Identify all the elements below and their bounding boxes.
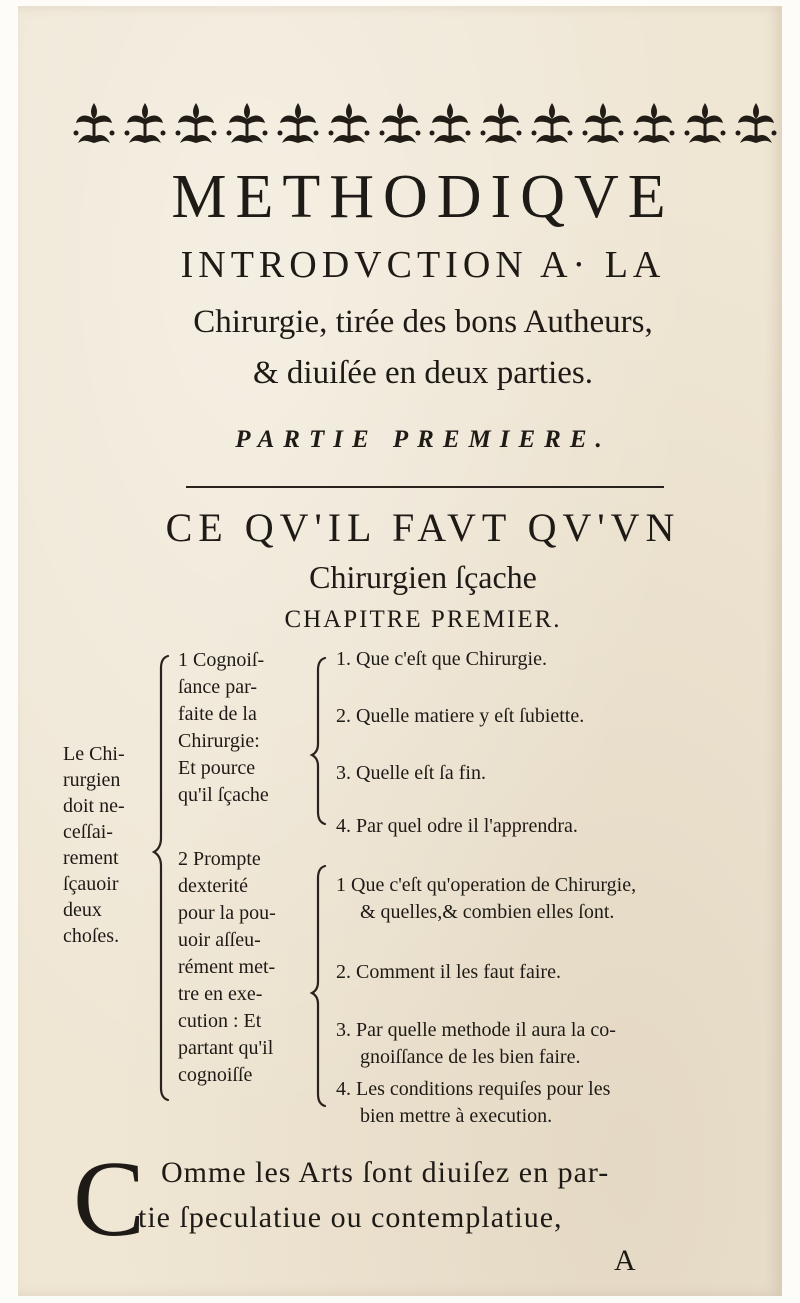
branch-1-item: 3. Quelle eſt ſa fin. (336, 762, 486, 784)
side-label-line: deux (63, 899, 102, 921)
signature-mark: A (614, 1244, 636, 1277)
title-line-4: & diuiſée en deux parties. (253, 355, 593, 391)
side-label (63, 741, 153, 949)
branch-2-line: tre en exe- (178, 983, 263, 1005)
part-heading: PARTIE PREMIERE. (235, 426, 611, 453)
branch-1-item: 2. Quelle matiere y eſt ſubiette. (336, 705, 585, 727)
branch-2-line: rément met- (178, 956, 276, 978)
side-label-line: ceſſai- (63, 821, 113, 843)
branch-2-item-line: 3. Par quelle methode il aura la co- (336, 1019, 616, 1041)
branch-2-line: cognoiſſe (178, 1064, 253, 1086)
side-label-line: doit ne- (63, 795, 125, 817)
side-label-line: Le Chi- (63, 743, 125, 765)
branch-1-line: Chirurgie: (178, 730, 260, 752)
branch-2-item (336, 959, 561, 986)
branch-1-line: 1 Cognoiſ- (178, 649, 265, 671)
branch-2-item (336, 1076, 610, 1130)
book-page (18, 6, 782, 1296)
branch-2-line: dexterité (178, 875, 248, 897)
branch-1-line: ſance par- (178, 676, 257, 698)
branch-1-line: Et pource (178, 757, 256, 779)
main-brace (154, 656, 168, 1100)
branch-2-line: partant qu'il (178, 1037, 274, 1059)
brace-branch-2 (312, 866, 325, 1106)
side-label-line: rement (63, 847, 119, 869)
branch-1-line: faite de la (178, 703, 257, 725)
branch-2-item (336, 1017, 616, 1071)
branch-2-item-line: 2. Comment il les faut faire. (336, 961, 561, 983)
branch-2-line: pour la pou- (178, 902, 276, 924)
chapter-heading-1: CE QV'IL FAVT QV'VN (165, 505, 681, 550)
branch-2-line: uoir aſſeu- (178, 929, 261, 951)
chapter-heading-2: Chirurgien ſçache (309, 559, 537, 595)
chapter-number: CHAPITRE PREMIER. (284, 606, 562, 633)
branch-2-line: 2 Prompte (178, 848, 261, 870)
branch-2-item-line: 4. Les conditions requiſes pour les (336, 1078, 611, 1100)
branch-1-line: qu'il ſçache (178, 784, 269, 806)
branch-2-text (178, 846, 276, 1089)
branch-2-item-line: 1 Que c'eſt qu'operation de Chirurgie, (336, 874, 637, 896)
branch-1-item: 4. Par quel odre il l'apprendra. (336, 815, 578, 837)
branch-2-item (336, 872, 636, 926)
branch-2-item-line: bien mettre à execution. (360, 1105, 553, 1127)
side-label-line: choſes. (63, 925, 120, 947)
title-line-2: INTRODVCTION A· LA (180, 244, 666, 286)
side-label-line: rurgien (63, 769, 121, 791)
brace-branch-1 (312, 658, 325, 824)
body-text-line: Omme les Arts ſont diuiſez en par- (161, 1156, 610, 1189)
side-label-line: ſçauoir (63, 873, 119, 895)
branch-1-text (178, 647, 269, 809)
branch-1-item: 1. Que c'eſt que Chirurgie. (336, 648, 547, 670)
drop-cap: C (73, 1140, 146, 1259)
title-line-1: METHODIQVE (171, 163, 675, 231)
branch-2-item-line: & quelles,& combien elles ſont. (360, 901, 615, 923)
title-line-3: Chirurgie, tirée des bons Autheurs, (193, 304, 653, 340)
body-text-line: tie ſpeculatiue ou contemplatiue, (138, 1201, 563, 1234)
branch-2-line: cution : Et (178, 1010, 262, 1032)
branch-2-item-line: gnoiſſance de les bien faire. (360, 1046, 581, 1068)
